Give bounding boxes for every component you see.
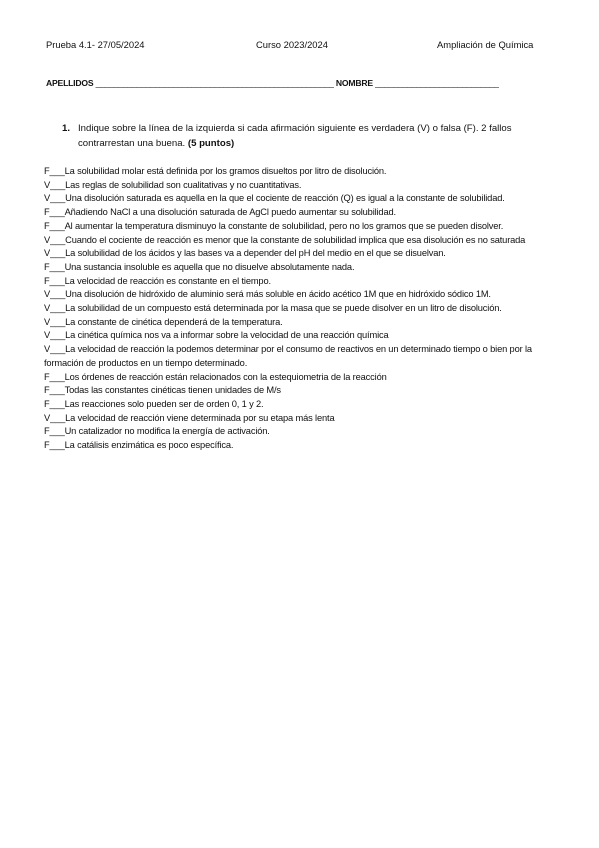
statement-text: ___La solubilidad de los ácidos y las bases va a depender del pH del medio en el que se disuelvan. (50, 248, 446, 259)
statement-item (44, 371, 559, 385)
statement-text: ___Los órdenes de reacción están relacionados con la estequiometria de la reacción (49, 371, 387, 382)
nombre-label: NOMBRE (335, 78, 373, 88)
statement-item (44, 179, 559, 193)
statement-answer: F (44, 385, 50, 396)
statement-text: ___Cuando el cociente de reacción es menor que la constante de solubilidad implica que esa disolución es no saturada (50, 234, 526, 245)
statement-item (44, 316, 559, 330)
test-id-date: Prueba 4.1- 27/05/2024 (46, 39, 145, 50)
statement-answer: V (44, 303, 51, 314)
statement-answer: F (44, 371, 50, 382)
statement-answer: V (44, 330, 51, 341)
statement-item (44, 275, 559, 289)
statement-text: ___La velocidad de reacción es constante en el tiempo. (49, 275, 271, 286)
statement-answer: F (44, 275, 50, 286)
statement-item (44, 302, 559, 316)
statement-item (44, 398, 559, 412)
question-1 (62, 121, 562, 151)
question-text: Indique sobre la línea de la izquierda si cada afirmación siguiente es verdadera (V) o falsa (F). 2 fallos contrarrestan una buena. (78, 123, 512, 149)
statement-item (44, 261, 559, 275)
statement-answer: F (44, 398, 50, 409)
statement-item (44, 412, 559, 426)
statement-answer: V (44, 316, 51, 327)
statement-answer: F (44, 426, 50, 437)
statement-text: ___Una disolución saturada es aquella en la que el cociente de reacción (Q) es igual a la constante de solubilidad. (50, 193, 505, 204)
statement-text: ___Las reacciones solo pueden ser de orden 0, 1 y 2. (49, 398, 264, 409)
statement-answer: F (44, 261, 50, 272)
statement-answer: V (44, 193, 51, 204)
statement-answer: V (44, 248, 51, 259)
statement-text: ___La velocidad de reacción viene determinada por su etapa más lenta (50, 412, 335, 423)
statement-item (44, 192, 559, 206)
statement-text: ___La catálisis enzimática es poco específica. (49, 440, 234, 451)
question-points: (5 puntos) (187, 138, 235, 149)
statement-item (44, 384, 559, 398)
statement-item (44, 220, 559, 234)
statement-answer: V (44, 344, 51, 355)
statement-text: ___Al aumentar la temperatura disminuyo la constante de solubilidad, pero no los gramos que se pueden disolver. (49, 220, 504, 231)
statement-item (44, 439, 559, 453)
statement-answer: V (44, 412, 51, 423)
statement-list (44, 165, 559, 453)
statement-item (44, 329, 559, 343)
statement-text: ___Añadiendo NaCl a una disolución saturada de AgCl puedo aumentar su solubilidad. (49, 207, 396, 218)
statement-text: ___Una sustancia insoluble es aquella que no disuelve absolutamente nada. (49, 261, 355, 272)
question-instructions (78, 121, 562, 151)
statement-text: ___Una disolución de hidróxido de aluminio será más soluble en ácido acético 1M que en hidróxido sódico 1M. (50, 289, 491, 300)
nombre-blank: ___________________________ (372, 78, 499, 88)
statement-answer: V (44, 289, 51, 300)
student-name-row (46, 78, 499, 88)
statement-answer: F (44, 207, 50, 218)
course-year: Curso 2023/2024 (256, 39, 328, 50)
statement-answer: V (44, 234, 51, 245)
statement-item (44, 206, 559, 220)
statement-text: ___La solubilidad molar está definida por los gramos disueltos por litro de disolución. (49, 166, 387, 176)
statement-item (44, 247, 559, 261)
statement-text: ___Las reglas de solubilidad son cualitativas y no cuantitativas. (50, 179, 302, 190)
statement-answer: F (44, 220, 50, 231)
statement-answer: F (44, 166, 50, 176)
statement-text: ___La solubilidad de un compuesto está determinada por la masa que se puede disolver en un litro de disolución. (50, 303, 502, 314)
statement-item (44, 288, 559, 302)
statement-text: ___La constante de cinética dependerá de la temperatura. (50, 316, 283, 327)
apellidos-label: APELLIDOS (46, 78, 94, 88)
statement-item (44, 343, 559, 370)
statement-text: ___Un catalizador no modifica la energía de activación. (49, 426, 270, 437)
statement-text: ___Todas las constantes cinéticas tienen unidades de M/s (49, 385, 281, 396)
question-number: 1. (62, 123, 71, 134)
subject-name: Ampliación de Química (437, 39, 534, 50)
statement-item (44, 425, 559, 439)
statement-text: ___La velocidad de reacción la podemos determinar por el consumo de reactivos en un determinado tiempo o bien por la formación de productos en un tiempo determinado. (44, 344, 532, 368)
statement-text: ___La cinética química nos va a informar sobre la velocidad de una reacción química (50, 330, 389, 341)
statement-item (44, 165, 559, 179)
statement-answer: F (44, 440, 50, 451)
statement-answer: V (44, 179, 51, 190)
apellidos-blank: ____________________________________________________ (93, 78, 336, 88)
statement-item (44, 234, 559, 248)
